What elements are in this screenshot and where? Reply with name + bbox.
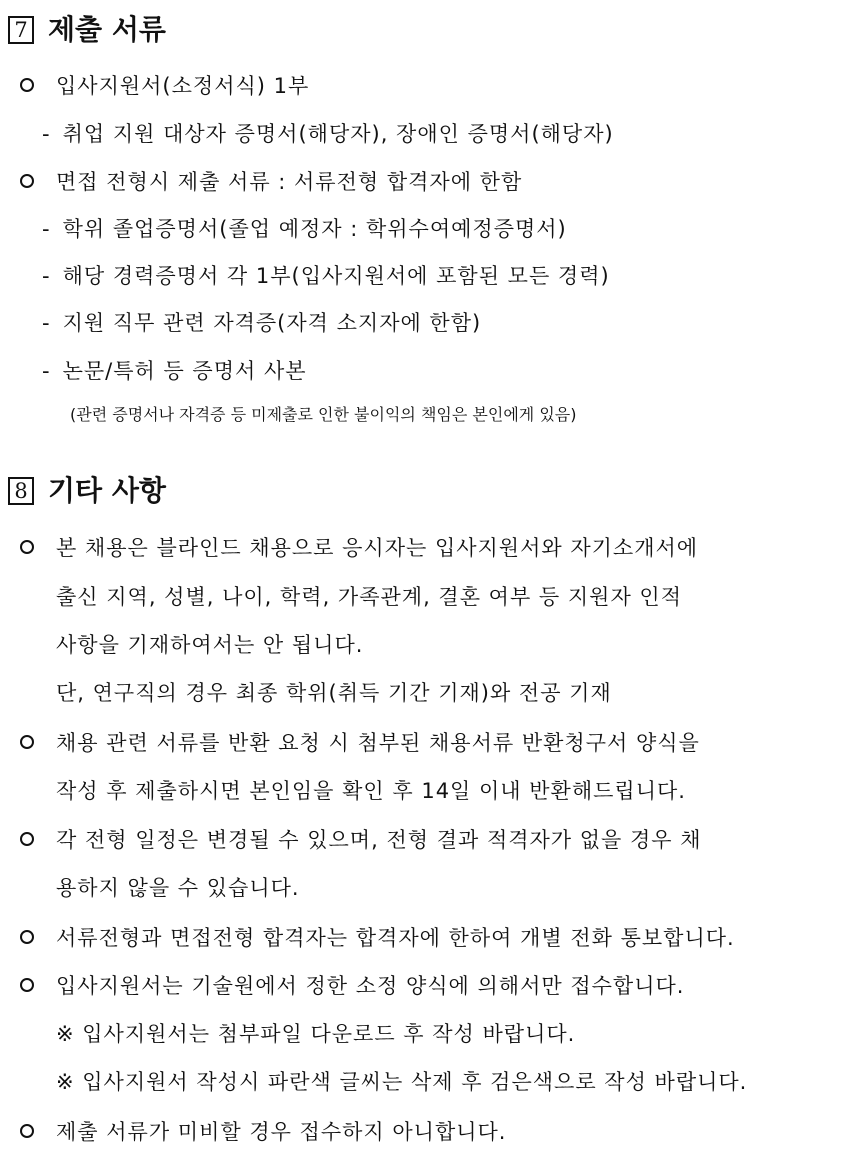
circle-bullet-icon [20, 174, 34, 188]
dash-bullet: - [42, 311, 51, 335]
section-8-heading [8, 473, 166, 509]
circle-bullet-icon [20, 930, 34, 944]
section-number-box: 8 [8, 477, 34, 505]
list-item: - 취업 지원 대상자 증명서(해당자), 장애인 증명서(해당자) [42, 122, 614, 146]
list-item-continuation: 사항을 기재하여서는 안 됩니다. [56, 633, 364, 657]
list-item-continuation: 단, 연구직의 경우 최종 학위(취득 기간 기재)와 전공 기재 [56, 681, 612, 705]
section-title: 기타 사항 [48, 474, 166, 507]
dash-bullet: - [42, 264, 51, 288]
circle-bullet-icon [20, 78, 34, 92]
list-item: - 지원 직무 관련 자격증(자격 소지자에 한함) [42, 311, 482, 335]
disclaimer-note: (관련 증명서나 자격증 등 미제출로 인한 불이익의 책임은 본인에게 있음) [70, 405, 577, 424]
list-item-continuation: 작성 후 제출하시면 본인임을 확인 후 14일 이내 반환해드립니다. [56, 779, 686, 803]
circle-bullet-icon [20, 540, 34, 554]
section-7-heading [8, 12, 166, 48]
circle-bullet-icon [20, 978, 34, 992]
list-item: 본 채용은 블라인드 채용으로 응시자는 입사지원서와 자기소개서에 [20, 534, 698, 562]
circle-bullet-icon [20, 1124, 34, 1138]
list-item-continuation: 출신 지역, 성별, 나이, 학력, 가족관계, 결혼 여부 등 지원자 인적 [56, 585, 682, 609]
list-item: - 논문/특허 등 증명서 사본 [42, 359, 307, 383]
reference-note: ※ 입사지원서 작성시 파란색 글씨는 삭제 후 검은색으로 작성 바랍니다. [56, 1070, 748, 1094]
dash-bullet: - [42, 122, 51, 146]
dash-bullet: - [42, 217, 51, 241]
list-item: 입사지원서는 기술원에서 정한 소정 양식에 의해서만 접수합니다. [20, 972, 684, 1000]
list-item: 서류전형과 면접전형 합격자는 합격자에 한하여 개별 전화 통보합니다. [20, 924, 735, 952]
circle-bullet-icon [20, 832, 34, 846]
list-item: 면접 전형시 제출 서류 : 서류전형 합격자에 한함 [20, 168, 522, 196]
section-number-box: 7 [8, 16, 34, 44]
list-item-continuation: 용하지 않을 수 있습니다. [56, 876, 300, 900]
circle-bullet-icon [20, 735, 34, 749]
list-item: - 해당 경력증명서 각 1부(입사지원서에 포함된 모든 경력) [42, 264, 610, 288]
list-item: 입사지원서(소정서식) 1부 [20, 72, 309, 100]
reference-note: ※ 입사지원서는 첨부파일 다운로드 후 작성 바랍니다. [56, 1022, 576, 1046]
dash-bullet: - [42, 359, 51, 383]
list-item: 각 전형 일정은 변경될 수 있으며, 전형 결과 적격자가 없을 경우 채 [20, 826, 702, 854]
section-title: 제출 서류 [48, 13, 166, 46]
list-item: - 학위 졸업증명서(졸업 예정자 : 학위수여예정증명서) [42, 217, 567, 241]
list-item: 제출 서류가 미비할 경우 접수하지 아니합니다. [20, 1118, 506, 1146]
list-item: 채용 관련 서류를 반환 요청 시 첨부된 채용서류 반환청구서 양식을 [20, 729, 700, 757]
